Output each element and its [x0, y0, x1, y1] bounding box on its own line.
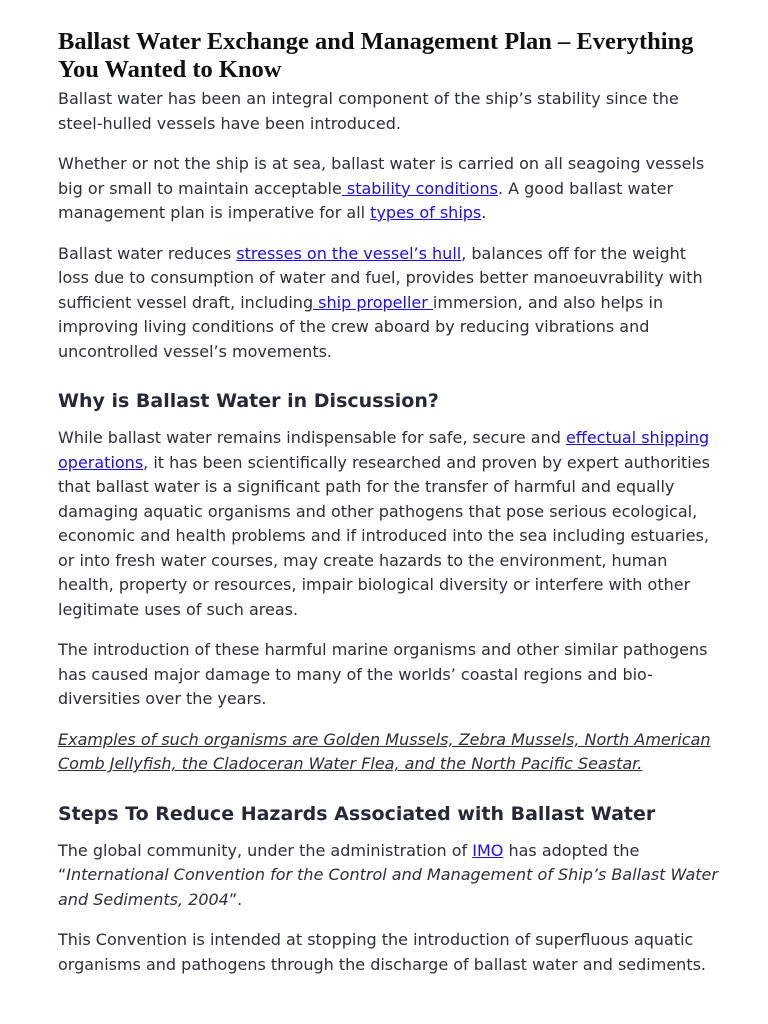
imo-link[interactable]: IMO — [472, 840, 504, 860]
text: , balances off for the weight loss due to consumption of water and fuel, provides better manoeuvrability with sufficient vessel draft, including — [58, 243, 703, 312]
text: has adopted the “ — [58, 840, 640, 884]
text: Ballast water reduces — [58, 243, 237, 263]
page-title: Ballast Water Exchange and Management Plan – Everything You Wanted to Know — [58, 28, 694, 83]
text: . — [481, 203, 487, 222]
text: ”. — [228, 889, 243, 909]
text: The global community, under the administration of — [58, 840, 473, 860]
text: Whether or not the ship is at sea, ballast water is carried on all seagoing vessels big or small to maintain acceptable — [58, 154, 705, 198]
shipping-operations-link[interactable]: effectual shipping operations — [58, 428, 710, 472]
text: . A good ballast water management plan is imperative for all — [58, 178, 674, 222]
intro-paragraph-3 — [58, 242, 718, 365]
section-heading-steps: Steps To Reduce Hazards Associated with Ballast Water — [58, 802, 656, 825]
why-paragraph-1 — [58, 426, 718, 622]
steps-paragraph-2: This Convention is intended at stopping the introduction of superfluous aquatic organisms and pathogens through the discharge of ballast water and sediments. — [58, 930, 707, 974]
convention-title: International Convention for the Control and Management of Ship’s Ballast Water and Sediments, 2004 — [58, 865, 718, 909]
steps-paragraph-1 — [58, 839, 718, 913]
hull-stresses-link[interactable]: stresses on the vessel’s hull — [236, 243, 462, 263]
intro-paragraph-2 — [58, 152, 718, 226]
why-paragraph-2: The introduction of these harmful marine organisms and other similar pathogens has caused major damage to many of the worlds’ coastal regions and bio-diversities over the years. — [58, 640, 708, 708]
ship-propeller-link[interactable]: ship propeller — [313, 292, 433, 312]
text: immersion, and also helps in improving living conditions of the crew aboard by reducing vibrations and uncontrolled vessel’s movements. — [58, 292, 664, 361]
article — [58, 28, 718, 993]
text: While ballast water remains indispensable for safe, secure and — [58, 428, 566, 447]
examples-paragraph: Examples of such organisms are Golden Mussels, Zebra Mussels, North American Comb Jellyfish, the Cladoceran Water Flea, and the North Pacific Seastar. — [58, 729, 711, 773]
text: , it has been scientifically researched and proven by expert authorities that ballast water is a significant path for the transfer of harmful and equally damaging aquatic organisms and other pathogens that pose serious ecological, economic and health problems and if introduced into the sea including estuaries, or into fresh water courses, may create hazards to the environment, human health, property or resources, impair biological diversity or interfere with other legitimate uses of such areas. — [58, 452, 710, 619]
stability-conditions-link[interactable]: stability conditions — [341, 178, 498, 198]
section-heading-why: Why is Ballast Water in Discussion? — [58, 390, 439, 412]
types-of-ships-link[interactable]: types of ships — [370, 203, 482, 222]
intro-paragraph-1: Ballast water has been an integral component of the ship’s stability since the steel-hulled vessels have been introduced. — [58, 89, 679, 133]
